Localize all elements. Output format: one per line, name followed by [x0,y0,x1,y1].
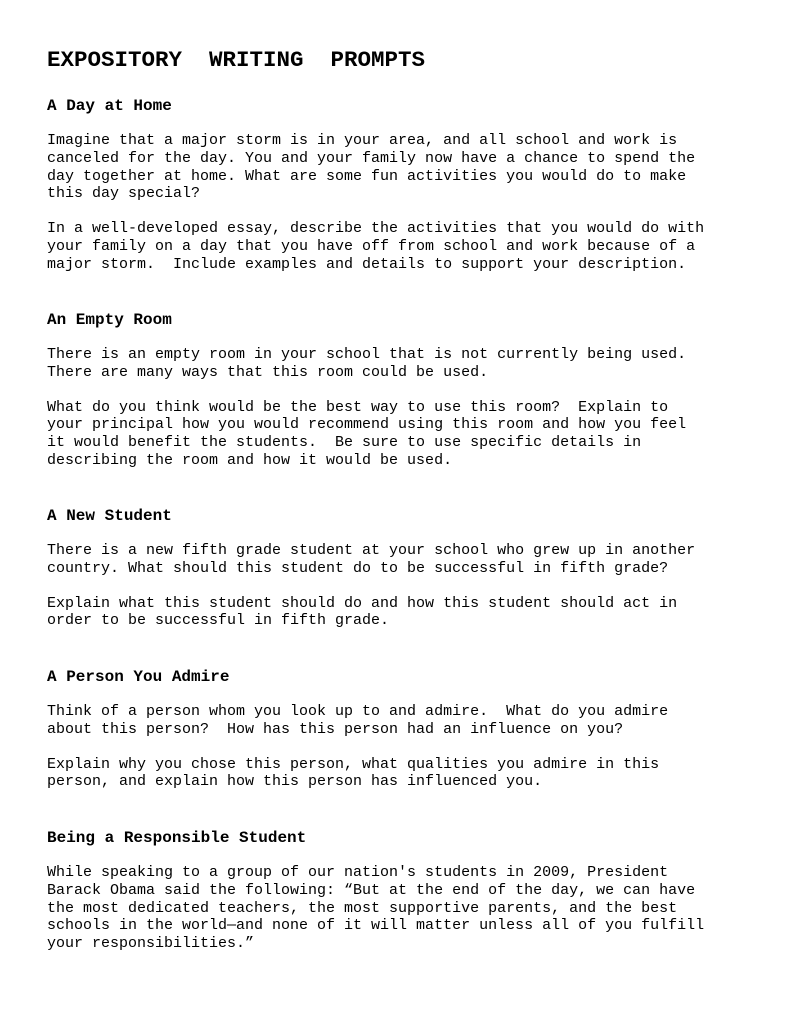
prompt-section-a-person-you-admire [47,667,747,791]
prompt-paragraph: Imagine that a major storm is in your area, and all school and work is canceled for the day. You and your family now have a chance to spend the day together at home. What are some fun activities you would do to make this day special? [47,132,696,203]
prompt-section-a-new-student [47,506,747,630]
prompt-section-a-day-at-home [47,96,747,274]
prompt-paragraph: Explain why you chose this person, what qualities you admire in this person, and explain how this person has influenced you. [47,755,660,791]
prompt-section-being-a-responsible-student [47,828,747,953]
section-heading: Being a Responsible Student [47,829,307,847]
section-heading: A Person You Admire [47,668,230,686]
prompt-section-an-empty-room [47,310,747,470]
prompt-paragraph: There is a new fifth grade student at your school who grew up in another country. What should this student do to be successful in fifth grade? [47,542,696,577]
prompt-paragraph: What do you think would be the best way to use this room? Explain to your principal how you would recommend using this room and how you feel it would benefit the students. Be sure to use specific details in describing the room and how it would be used. [47,398,687,469]
section-heading: A Day at Home [47,97,172,115]
document-title: EXPOSITORY WRITING PROMPTS [47,47,426,73]
prompt-paragraph: There is an empty room in your school that is not currently being used. There are many ways that this room could be used. [47,346,687,381]
section-heading: An Empty Room [47,311,172,329]
prompt-paragraph: While speaking to a group of our nation's students in 2009, President Barack Obama said the following: “But at the end of the day, we can have the most dedicated teachers, the most supportive parents, and the best schools in the world—and none of it will matter unless all of you fulfill your responsibilities.” [47,864,705,953]
prompt-paragraph: In a well-developed essay, describe the activities that you would do with your family on a day that you have off from school and work because of a major storm. Include examples and details to support your description. [47,220,705,273]
prompt-paragraph: Explain what this student should do and how this student should act in order to be successful in fifth grade. [47,594,678,630]
section-heading: A New Student [47,507,172,525]
prompt-paragraph: Think of a person whom you look up to and admire. What do you admire about this person? How has this person had an influence on you? [47,703,669,738]
